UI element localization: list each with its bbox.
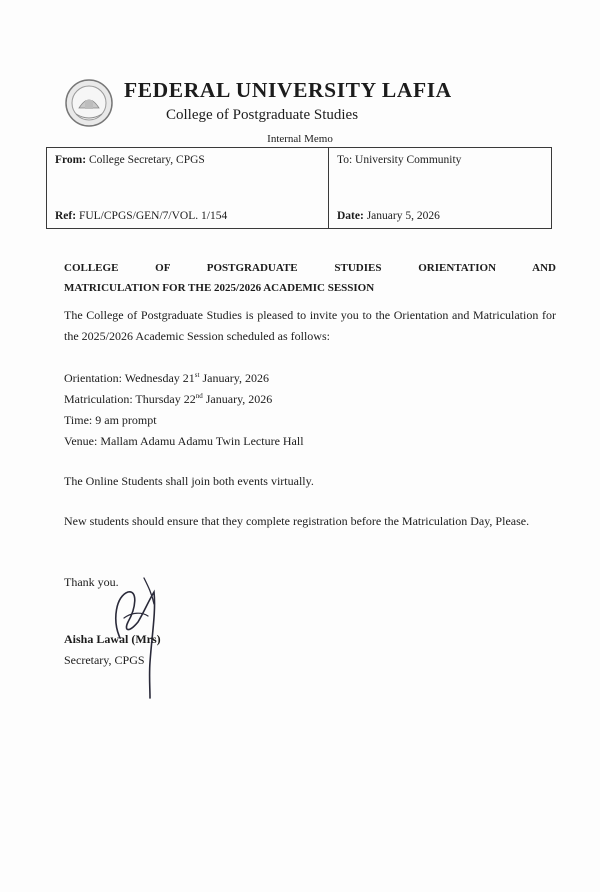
to-field: [337, 154, 461, 166]
subject-line-1: COLLEGE OF POSTGRADUATE STUDIES ORIENTATION AND: [64, 262, 556, 274]
header-divider: [328, 148, 329, 228]
ref-field: [55, 210, 227, 222]
to-label: To:: [337, 154, 353, 166]
intro-paragraph: The College of Postgraduate Studies is pleased to invite you to the Orientation and Matriculation for the 2025/2026 Academic Session scheduled as follows:: [64, 308, 556, 343]
date-field: [337, 210, 440, 222]
event-schedule: [64, 368, 556, 452]
university-name: FEDERAL UNIVERSITY LAFIA: [124, 78, 452, 102]
signer-title: Secretary, CPGS: [64, 653, 145, 667]
matriculation-line: [64, 389, 556, 410]
orientation-line: [64, 368, 556, 389]
college-name: College of Postgraduate Studies: [166, 107, 359, 123]
university-crest-icon: [64, 78, 114, 128]
matriculation-text: Matriculation: Thursday 22: [64, 392, 196, 406]
signer-name: Aisha Lawal (Mrs): [64, 632, 161, 646]
subject-line-2: MATRICULATION FOR THE 2025/2026 ACADEMIC SESSION: [64, 282, 375, 294]
ref-label: Ref:: [55, 210, 77, 222]
memo-subject: [64, 258, 556, 298]
orientation-ordinal: st: [194, 371, 200, 379]
from-value: College Secretary, CPGS: [88, 154, 205, 166]
venue-line: Venue: Mallam Adamu Adamu Twin Lecture Hall: [64, 434, 304, 448]
closing-thanks: Thank you.: [64, 575, 119, 589]
to-value: University Community: [355, 154, 462, 166]
ref-value: FUL/CPGS/GEN/7/VOL. 1/154: [78, 210, 228, 222]
orientation-date: January, 2026: [199, 371, 269, 385]
orientation-text: Orientation: Wednesday 21: [64, 371, 195, 385]
date-value: January 5, 2026: [366, 210, 440, 222]
from-label: From:: [55, 154, 87, 166]
matriculation-date: January, 2026: [202, 392, 273, 406]
date-label: Date:: [337, 210, 364, 222]
new-students-note: New students should ensure that they complete registration before the Matriculation Day, Please.: [64, 514, 530, 528]
memo-header-box: [46, 147, 552, 229]
memo-label: Internal Memo: [267, 133, 333, 145]
matriculation-ordinal: nd: [195, 392, 203, 400]
time-line: Time: 9 am prompt: [64, 413, 157, 427]
online-students-note: The Online Students shall join both events virtually.: [64, 474, 314, 488]
from-field: [55, 154, 205, 166]
